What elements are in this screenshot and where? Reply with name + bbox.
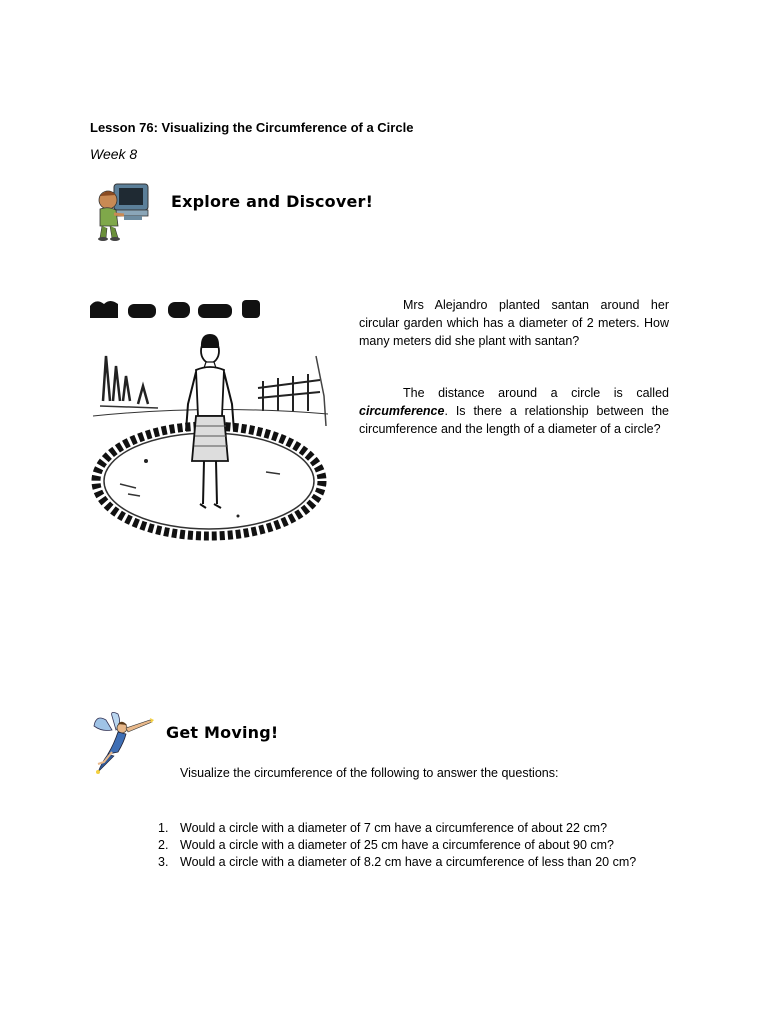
lesson-title: Lesson 76: Visualizing the Circumference of a Circle	[90, 120, 414, 135]
question-text: Would a circle with a diameter of 25 cm have a circumference of about 90 cm?	[180, 838, 615, 852]
question-text: Would a circle with a diameter of 7 cm have a circumference of about 22 cm?	[180, 821, 608, 835]
week-label: Week 8	[90, 146, 138, 162]
definition-text-end: . Is there a relationship between the circumference and the length of a diameter of a circle?	[359, 403, 669, 436]
garden-illustration	[88, 296, 334, 576]
explore-heading: Explore and Discover!	[171, 192, 374, 211]
circumference-definition-paragraph	[359, 385, 669, 438]
definition-text-start: The distance around a circle is called	[403, 386, 669, 400]
garden-problem-paragraph: Mrs Alejandro planted santan around her circular garden which has a diameter of 2 meters. How many meters did she plant with santan?	[359, 298, 669, 348]
question-item	[158, 820, 678, 837]
question-item	[158, 854, 678, 871]
child-at-computer-icon	[94, 182, 152, 242]
question-text: Would a circle with a diameter of 8.2 cm have a circumference of less than 20 cm?	[180, 855, 637, 869]
flying-fairy-icon	[92, 712, 154, 776]
question-number: 3.	[158, 855, 169, 869]
question-number: 1.	[158, 821, 169, 835]
question-item	[158, 837, 678, 854]
instruction-text: Visualize the circumference of the following to answer the questions:	[180, 766, 559, 780]
questions-list	[158, 820, 678, 871]
get-moving-heading: Get Moving!	[166, 723, 279, 742]
circumference-term: circumference	[359, 403, 445, 418]
question-number: 2.	[158, 838, 169, 852]
